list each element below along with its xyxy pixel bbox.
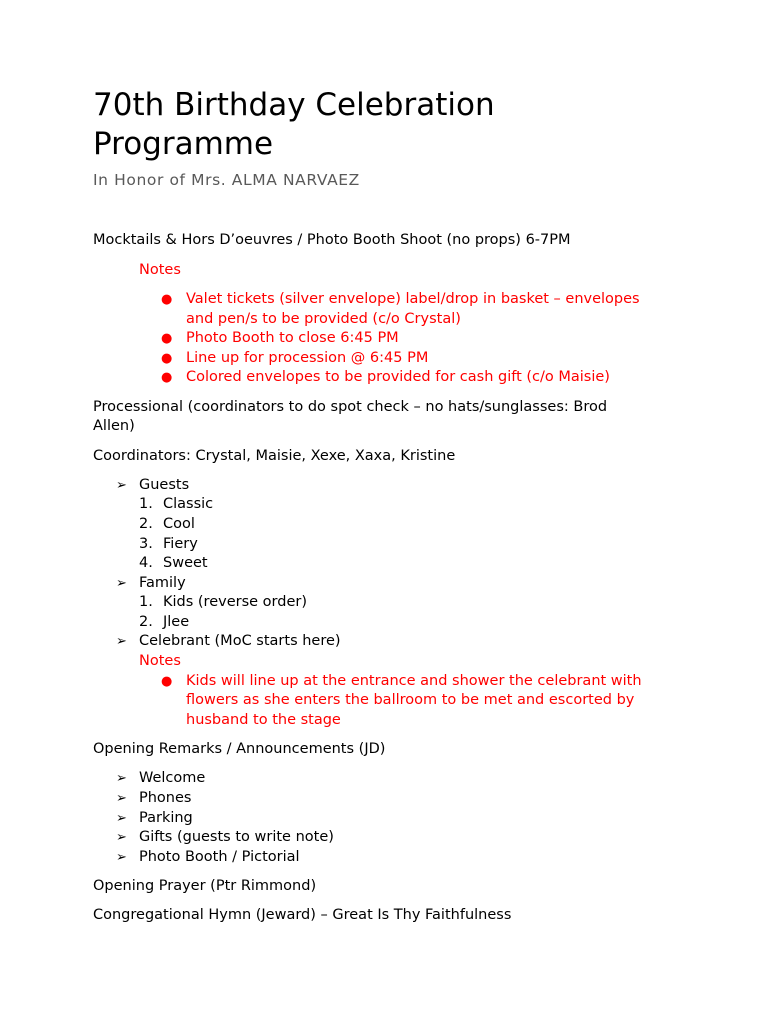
list-number: 4. [139, 555, 153, 571]
guest-group-item: Fiery [163, 536, 198, 552]
arrow-bullet-icon: ➢ [116, 634, 127, 649]
document-title [93, 86, 693, 164]
list-number: 3. [139, 536, 153, 552]
bullet-icon: ● [161, 351, 173, 366]
arrow-bullet-icon: ➢ [116, 478, 127, 493]
bullet-icon: ● [161, 292, 173, 307]
bullet-icon: ● [161, 674, 173, 689]
title-line-1: 70th Birthday Celebration [93, 87, 495, 123]
arrow-bullet-icon: ➢ [116, 830, 127, 845]
list-number: 2. [139, 516, 153, 532]
document-subtitle: In Honor of Mrs. ALMA NARVAEZ [93, 171, 360, 189]
section-mocktails-heading: Mocktails & Hors D’oeuvres / Photo Booth Shoot (no props) 6-7PM [93, 232, 571, 248]
remarks-item: Phones [139, 790, 192, 806]
guest-group-item: Sweet [163, 555, 208, 571]
processional-heading-continued: Allen) [93, 418, 135, 434]
bullet-icon: ● [161, 370, 173, 385]
note-item: Valet tickets (silver envelope) label/drop in basket – envelopes [186, 291, 640, 307]
celebrant-note-line: Kids will line up at the entrance and shower the celebrant with [186, 673, 642, 689]
arrow-bullet-icon: ➢ [116, 850, 127, 865]
celebrant-note-line: flowers as she enters the ballroom to be met and escorted by [186, 692, 635, 708]
arrow-bullet-icon: ➢ [116, 791, 127, 806]
processional-heading: Processional (coordinators to do spot check – no hats/sunglasses: Brod [93, 399, 608, 415]
guest-group-item: Cool [163, 516, 195, 532]
note-item: Colored envelopes to be provided for cash gift (c/o Maisie) [186, 369, 610, 385]
notes-label: Notes [139, 262, 181, 278]
guests-label: Guests [139, 477, 190, 493]
arrow-bullet-icon: ➢ [116, 811, 127, 826]
hymn-line: Congregational Hymn (Jeward) – Great Is Thy Faithfulness [93, 907, 512, 923]
opening-prayer-line: Opening Prayer (Ptr Rimmond) [93, 878, 317, 894]
opening-remarks-heading: Opening Remarks / Announcements (JD) [93, 741, 386, 757]
celebrant-note-line: husband to the stage [186, 712, 341, 728]
family-item: Kids (reverse order) [163, 594, 307, 610]
celebrant-label: Celebrant (MoC starts here) [139, 633, 341, 649]
coordinators-line: Coordinators: Crystal, Maisie, Xexe, Xaxa, Kristine [93, 448, 456, 464]
note-item: Line up for procession @ 6:45 PM [186, 350, 429, 366]
arrow-bullet-icon: ➢ [116, 576, 127, 591]
list-number: 1. [139, 594, 153, 610]
remarks-item: Photo Booth / Pictorial [139, 849, 300, 865]
title-line-2: Programme [93, 126, 274, 162]
arrow-bullet-icon: ➢ [116, 771, 127, 786]
remarks-item: Gifts (guests to write note) [139, 829, 334, 845]
note-item: Photo Booth to close 6:45 PM [186, 330, 399, 346]
guest-group-item: Classic [163, 496, 214, 512]
remarks-item: Welcome [139, 770, 206, 786]
notes-label: Notes [139, 653, 181, 669]
note-item-continued: and pen/s to be provided (c/o Crystal) [186, 311, 461, 327]
list-number: 1. [139, 496, 153, 512]
bullet-icon: ● [161, 331, 173, 346]
family-item: Jlee [163, 614, 190, 630]
list-number: 2. [139, 614, 153, 630]
remarks-item: Parking [139, 810, 193, 826]
family-label: Family [139, 575, 186, 591]
